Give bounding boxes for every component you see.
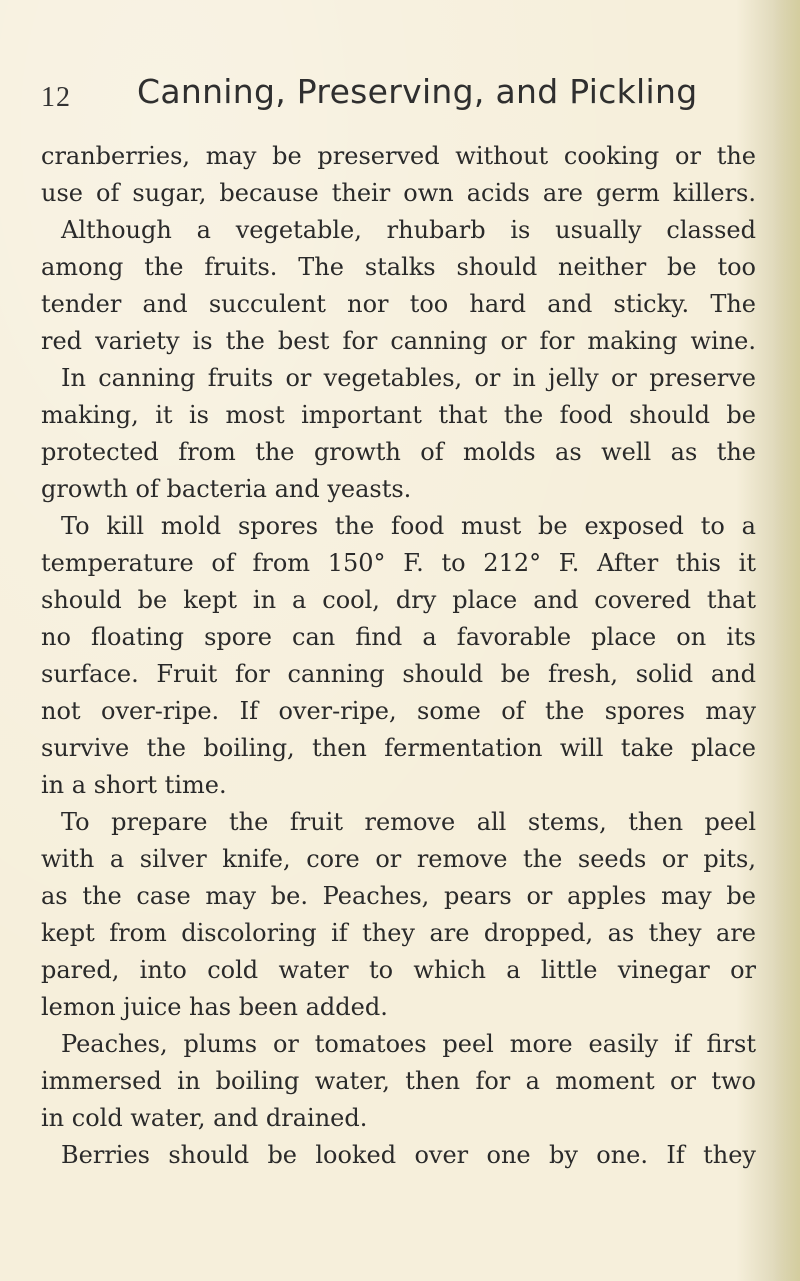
page-edge-shadow bbox=[774, 0, 800, 1281]
text-line: To prepare the fruit remove all stems, then peel bbox=[61, 808, 756, 836]
text-line: no floating spore can find a favorable place on its bbox=[41, 623, 756, 651]
running-head-title: Canning, Preserving, and Pickling bbox=[137, 72, 698, 111]
text-line: Peaches, plums or tomatoes peel more easily if first bbox=[61, 1030, 756, 1058]
text-line: tender and succulent nor too hard and sticky. The bbox=[41, 290, 756, 318]
text-line: To kill mold spores the food must be exposed to a bbox=[61, 512, 756, 540]
text-line: in cold water, and drained. bbox=[41, 1104, 368, 1132]
text-line: red variety is the best for canning or for making wine. bbox=[41, 327, 756, 355]
page-header bbox=[41, 72, 761, 124]
text-line: kept from discoloring if they are dropped, as they are bbox=[41, 919, 756, 947]
text-line: use of sugar, because their own acids are germ killers. bbox=[41, 179, 756, 207]
text-line: temperature of from 150° F. to 212° F. After this it bbox=[41, 549, 756, 577]
text-line: growth of bacteria and yeasts. bbox=[41, 475, 412, 503]
text-line: making, it is most important that the food should be bbox=[41, 401, 756, 429]
text-line: not over-ripe. If over-ripe, some of the spores may bbox=[41, 697, 756, 725]
text-line: with a silver knife, core or remove the seeds or pits, bbox=[41, 845, 756, 873]
text-line: as the case may be. Peaches, pears or apples may be bbox=[41, 882, 756, 910]
text-line: cranberries, may be preserved without cooking or the bbox=[41, 142, 756, 170]
page-number: 12 bbox=[41, 82, 71, 113]
text-line: surface. Fruit for canning should be fresh, solid and bbox=[41, 660, 756, 688]
text-line: Although a vegetable, rhubarb is usually classed bbox=[61, 216, 756, 244]
text-line: immersed in boiling water, then for a moment or two bbox=[41, 1067, 756, 1095]
text-line: among the fruits. The stalks should neither be too bbox=[41, 253, 756, 281]
text-line: in a short time. bbox=[41, 771, 227, 799]
text-line: lemon juice has been added. bbox=[41, 993, 388, 1021]
text-line: In canning fruits or vegetables, or in jelly or preserve bbox=[61, 364, 756, 392]
text-line: should be kept in a cool, dry place and covered that bbox=[41, 586, 756, 614]
text-line: protected from the growth of molds as well as the bbox=[41, 438, 756, 466]
text-line: survive the boiling, then fermentation will take place bbox=[41, 734, 756, 762]
text-line: pared, into cold water to which a little vinegar or bbox=[41, 956, 756, 984]
text-line: Berries should be looked over one by one. If they bbox=[61, 1141, 756, 1169]
